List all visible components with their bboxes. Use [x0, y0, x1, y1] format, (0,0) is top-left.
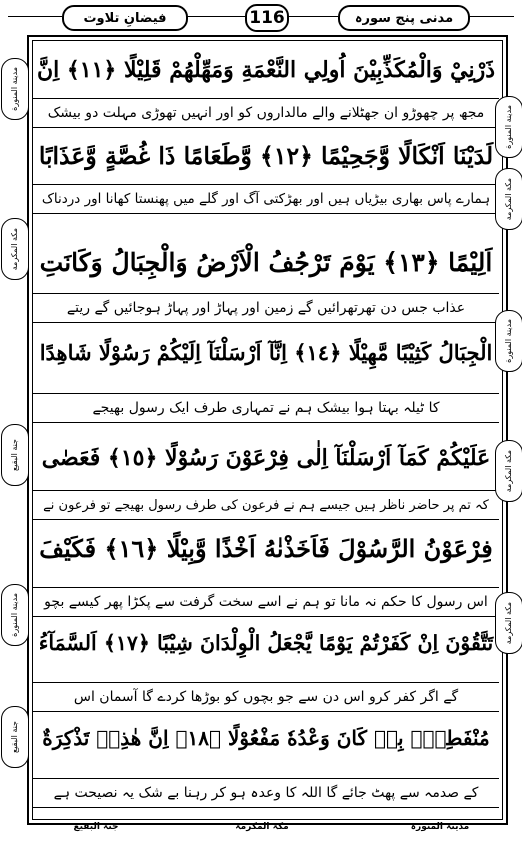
- urdu-text: مجھ پر چھوڑو ان جھٹلانے والے مالداروں کو اور انہیں تھوڑی مہلت دو بیشک: [47, 105, 485, 121]
- side-medallion-madina: [495, 96, 522, 158]
- urdu-text: کہ تم پر حاضر ناظر ہیں جیسے ہم نے فرعون کی طرف رسول بھیجے تو فرعون نے: [43, 497, 489, 513]
- arabic-text: اَلِيْمًا ﴿١٣﴾ يَوْمَ تَرْجُفُ الْاَرْضُ وَالْجِبَالُ وَكَانَتِ: [39, 247, 493, 277]
- medallion-label: مكة المكرمة: [10, 227, 19, 271]
- urdu-text: اس رسول کا حکم نہ مانا تو ہم نے اسے سخت گرفت سے پکڑا پھر کیسے بچو: [44, 594, 488, 610]
- page-footer: [0, 818, 522, 843]
- header-rule-mid-left: [186, 16, 245, 17]
- urdu-line-5: [33, 490, 499, 520]
- urdu-line-8: [33, 778, 499, 808]
- urdu-line-7: [33, 682, 499, 712]
- medallion-label: مدينة المنورة: [10, 67, 19, 111]
- side-medallion-madina: [1, 584, 29, 646]
- side-medallion-makkah: [495, 440, 522, 502]
- medallion-label: مدينة المنورة: [504, 319, 513, 363]
- arabic-line-8: [33, 712, 499, 764]
- urdu-line-3: [33, 293, 499, 323]
- urdu-text: کا ٹیلہ بہتا ہوا بیشک ہم نے تمہاری طرف ایک رسول بھیجے: [92, 400, 440, 416]
- urdu-text: ہمارے پاس بھاری بیڑیاں ہیں اور بھڑکتی آگ اور گلے میں پھنستا کھانا اور دردناک: [41, 191, 491, 207]
- page-header: [0, 0, 522, 34]
- arabic-line-6: [33, 522, 499, 574]
- urdu-line-6: [33, 587, 499, 617]
- side-medallion-baqi: [1, 424, 29, 486]
- book-title: فیضانِ تلاوت: [62, 5, 188, 31]
- arabic-text: تَتَّقُوْنَ اِنْ كَفَرْتُمْ يَوْمًا يَّجْعَلُ الْوِلْدَانَ شِيْبًا ﴿١٧﴾ اَلسَّمَآءُ: [38, 631, 494, 655]
- arabic-line-3: [33, 236, 499, 288]
- surah-title: مدنی پنج سورہ: [338, 5, 470, 31]
- medallion-label: مدينة المنورة: [10, 593, 19, 637]
- page-number: 116: [245, 4, 289, 32]
- urdu-line-1: [33, 98, 499, 128]
- side-medallion-makkah: [495, 168, 522, 230]
- footer-makkah: مکۃ المکرمۃ: [235, 822, 289, 832]
- medallion-label: جنة البقيع: [10, 439, 19, 471]
- medallion-label: مدينة المنورة: [504, 105, 513, 149]
- side-medallion-baqi: [1, 706, 29, 768]
- medallion-label: مكة المكرمة: [504, 601, 513, 645]
- arabic-line-4: [33, 326, 499, 378]
- urdu-text: گے اگر کفر کرو اس دن سے جو بچوں کو بوڑھا کردے گا آسمان اس: [73, 689, 459, 705]
- medallion-label: جنة البقيع: [10, 721, 19, 753]
- arabic-text: ذَرْنِيْ وَالْمُكَذِّبِيْنَ اُولِي النَّعْمَةِ وَمَهِّلْهُمْ قَلِيْلًا ﴿١١﴾ اِنَّ: [36, 57, 496, 83]
- arabic-line-2: [33, 130, 499, 182]
- footer-madina: مدینۃ المنورۃ: [410, 822, 470, 832]
- urdu-text: کے صدمہ سے پھٹ جائے گا اللہ کا وعدہ ہو کر رہنا بے شک یہ نصیحت ہے: [53, 785, 479, 801]
- urdu-text: عذاب جس دن تھرتھرائیں گے زمین اور پہاڑ اور پہاڑ ہوجائیں گے ریتے: [66, 300, 466, 316]
- arabic-line-7: [33, 617, 499, 669]
- side-medallion-makkah: [1, 218, 29, 280]
- arabic-line-1: [33, 44, 499, 96]
- side-medallion-madina: [1, 58, 29, 120]
- arabic-text: عَلَيْكُمْ كَمَآ اَرْسَلْنَآ اِلٰى فِرْعَوْنَ رَسُوْلًا ﴿١٥﴾ فَعَصٰى: [41, 445, 491, 471]
- medallion-label: مكة المكرمة: [504, 449, 513, 493]
- side-medallion-madina: [495, 310, 522, 372]
- header-rule-left: [8, 16, 62, 17]
- urdu-line-2: [33, 184, 499, 214]
- medallion-label: مكة المكرمة: [504, 177, 513, 221]
- arabic-line-5: [33, 432, 499, 484]
- urdu-line-4: [33, 393, 499, 423]
- footer-baqi: جنۃ البقیع: [73, 822, 119, 832]
- header-rule-right: [468, 16, 514, 17]
- arabic-text: فِرْعَوْنُ الرَّسُوْلَ فَاَخَذْنٰهُ اَخْذًا وَّبِيْلًا ﴿١٦﴾ فَكَيْفَ: [39, 533, 493, 563]
- side-medallion-makkah: [495, 592, 522, 654]
- arabic-text: الْجِبَالُ كَثِيْبًا مَّهِيْلًا ﴿١٤﴾ اِنَّآ اَرْسَلْنَآ اِلَيْكُمْ رَسُوْلًا شَاهِدًا: [39, 339, 493, 365]
- header-rule-mid-right: [287, 16, 338, 17]
- arabic-text: لَدَيْنَا اَنْكَالًا وَّجَحِيْمًا ﴿١٢﴾ وَّطَعَامًا ذَا غُصَّةٍ وَّعَذَابًا: [38, 142, 494, 170]
- arabic-text: مُنْفَطِرٌۢ بِهٖ كَانَ وَعْدُهٗ مَفْعُوْلًا ﴿١٨﴾ اِنَّ هٰذِهٖ تَذْكِرَةٌ: [42, 726, 490, 750]
